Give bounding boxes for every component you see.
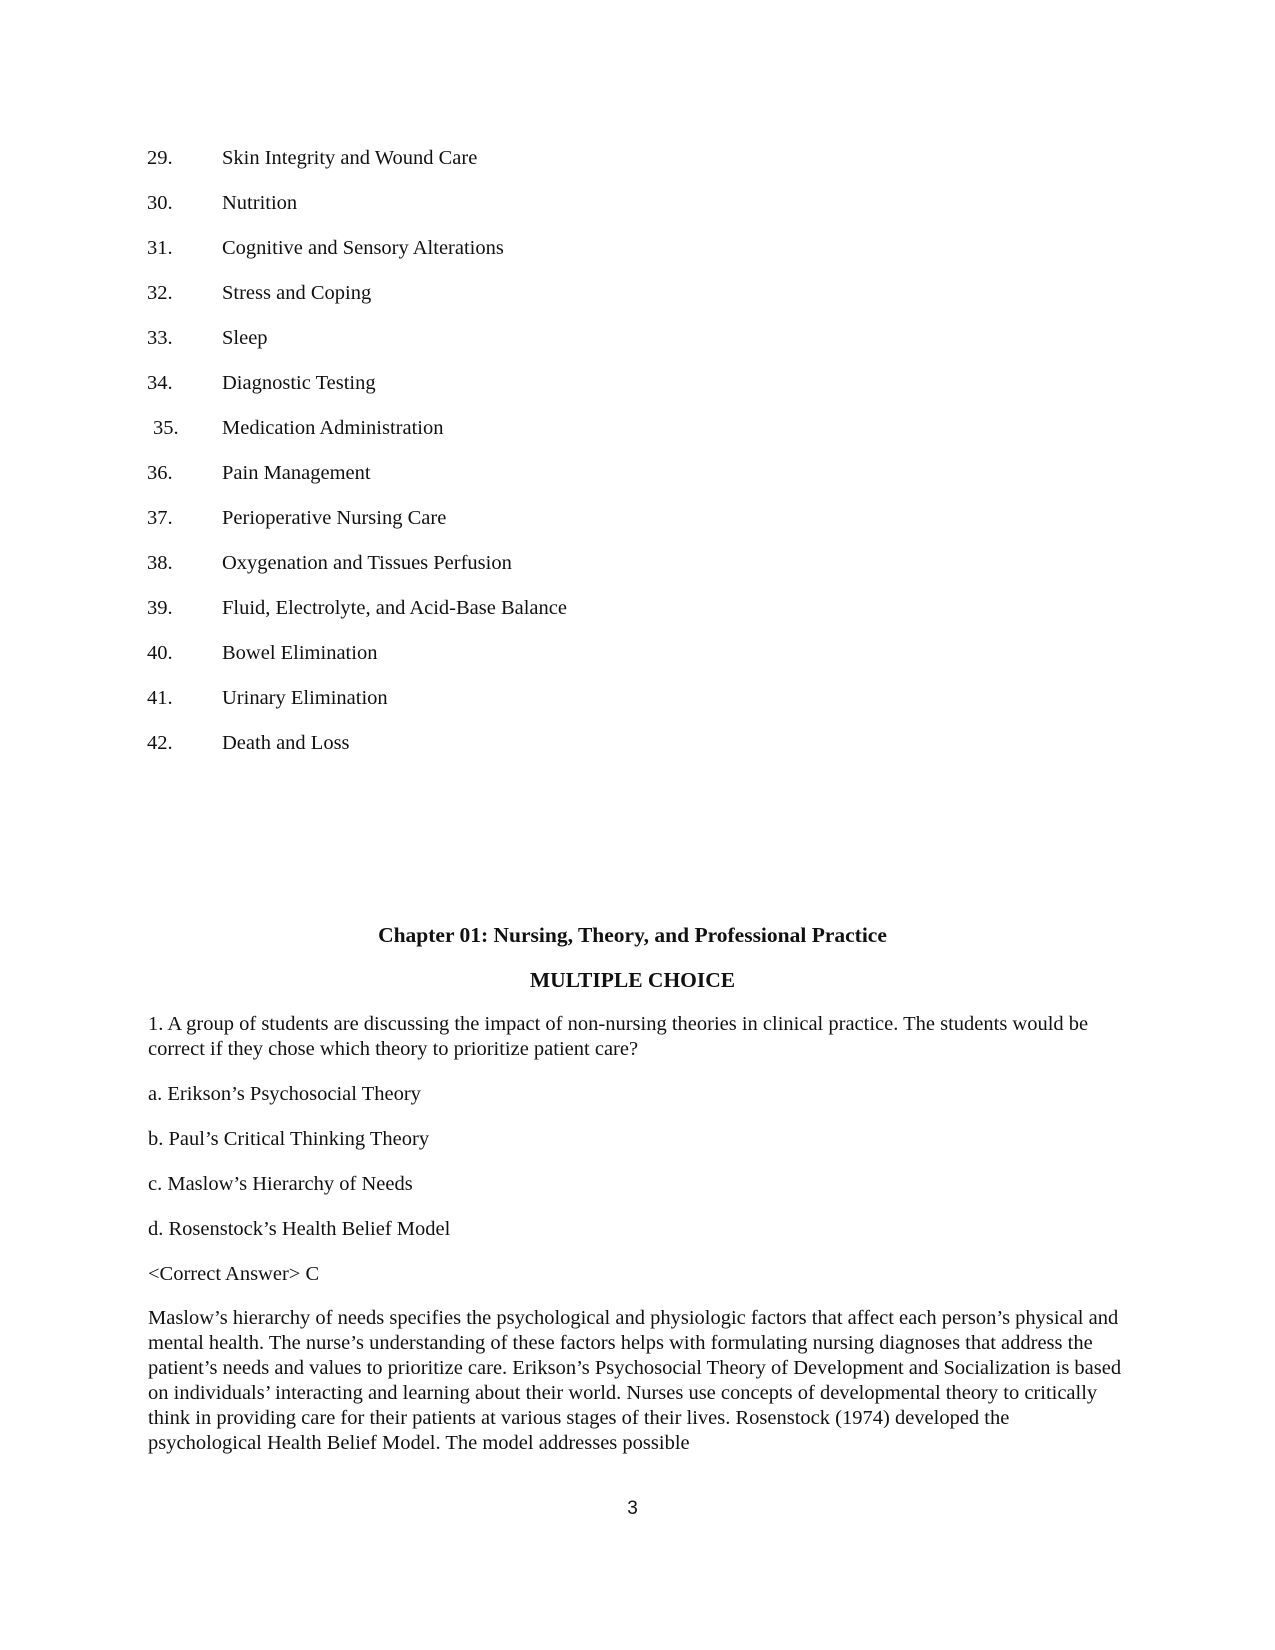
toc-number: 37.	[147, 507, 173, 529]
question-stem: 1. A group of students are discussing the impact of non-nursing theories in clinical practice. The students would be correct if they chose which theory to prioritize patient care?	[148, 1013, 1089, 1060]
toc-number: 41.	[147, 687, 173, 709]
toc-title: Nutrition	[222, 192, 298, 214]
toc-title: Urinary Elimination	[222, 687, 388, 709]
answer-rationale: Maslow’s hierarchy of needs specifies the psychological and physiologic factors that affect each person’s physical and mental health. The nurse’s understanding of these factors helps with formulating nursing diagnoses that address the patient’s needs and values to prioritize care. Erikson’s Psychosocial Theory of Development and Socialization is based on individuals’ interacting and learning about their world. Nurses use concepts of developmental theory to critically think in providing care for their patients at various stages of their lives. Rosenstock (1974) developed the psychological Health Belief Model. The model addresses possible	[148, 1307, 1122, 1454]
correct-answer: <Correct Answer> C	[148, 1263, 320, 1285]
toc-title: Death and Loss	[222, 732, 350, 754]
toc-number: 30.	[147, 192, 173, 214]
toc-number: 34.	[147, 372, 173, 394]
toc-title: Stress and Coping	[222, 282, 372, 304]
toc-number: 31.	[147, 237, 173, 259]
toc-title: Cognitive and Sensory Alterations	[222, 237, 504, 259]
toc-title: Bowel Elimination	[222, 642, 378, 664]
toc-number: 42.	[147, 732, 173, 754]
toc-title: Sleep	[222, 327, 268, 349]
section-title: MULTIPLE CHOICE	[529, 968, 736, 992]
toc-number: 35.	[153, 417, 179, 439]
toc-title: Pain Management	[222, 462, 371, 484]
toc-title: Diagnostic Testing	[222, 372, 376, 394]
toc-number: 40.	[147, 642, 173, 664]
toc-number: 29.	[147, 147, 173, 169]
toc-number: 39.	[147, 597, 173, 619]
toc-title: Oxygenation and Tissues Perfusion	[222, 552, 512, 574]
answer-option-d: d. Rosenstock’s Health Belief Model	[148, 1218, 451, 1240]
toc-number: 36.	[147, 462, 173, 484]
answer-option-a: a. Erikson’s Psychosocial Theory	[148, 1083, 421, 1105]
toc-title: Perioperative Nursing Care	[222, 507, 447, 529]
toc-number: 33.	[147, 327, 173, 349]
answer-option-b: b. Paul’s Critical Thinking Theory	[148, 1128, 430, 1150]
toc-title: Medication Administration	[222, 417, 444, 439]
answer-option-c: c. Maslow’s Hierarchy of Needs	[148, 1173, 413, 1195]
toc-title: Fluid, Electrolyte, and Acid-Base Balance	[222, 597, 567, 619]
toc-number: 32.	[147, 282, 173, 304]
page-number: 3	[627, 1498, 638, 1519]
chapter-title: Chapter 01: Nursing, Theory, and Professional Practice	[378, 923, 887, 947]
toc-title: Skin Integrity and Wound Care	[222, 147, 478, 169]
toc-number: 38.	[147, 552, 173, 574]
